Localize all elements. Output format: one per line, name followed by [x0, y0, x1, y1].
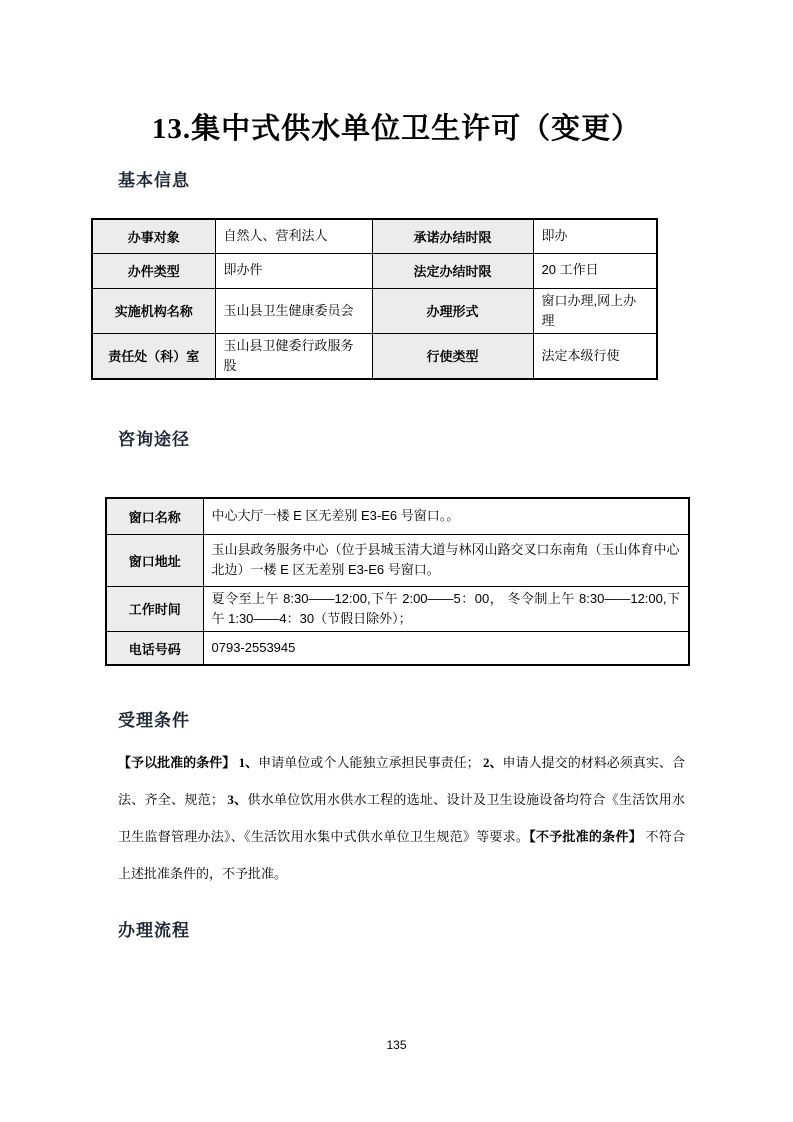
row-value: 玉山县政务服务中心（位于县城玉清大道与林冈山路交叉口东南角（玉山体育中心北边）一楼 E 区无差别 E3-E6 号窗口。: [203, 534, 689, 586]
row-value: 即办件: [215, 253, 372, 288]
table-row: [92, 333, 657, 379]
row-label: 工作时间: [106, 586, 203, 631]
row-label: 实施机构名称: [92, 288, 215, 333]
acceptance-conditions-paragraph: [118, 744, 685, 892]
consult-table: [105, 497, 690, 666]
table-row: [106, 498, 689, 534]
page-number: 135: [386, 1038, 407, 1052]
table-row: [92, 288, 657, 333]
row-label: 行使类型: [372, 333, 533, 379]
row-label: 办事对象: [92, 219, 215, 253]
row-label: 窗口名称: [106, 498, 203, 534]
row-label: 法定办结时限: [372, 253, 533, 288]
row-label: 办件类型: [92, 253, 215, 288]
row-label: 责任处（科）室: [92, 333, 215, 379]
basic-info-table: [91, 218, 658, 380]
item-number: 3、: [227, 792, 248, 807]
row-label: 办理形式: [372, 288, 533, 333]
row-label: 承诺办结时限: [372, 219, 533, 253]
row-label: 窗口地址: [106, 534, 203, 586]
condition-text: 供水单位饮用水供水工程的选址、设计及卫生设施设备均符合《生活饮用水卫生监督管理办法》、《生活饮用水集中式供水单位卫生规范》等要求。: [118, 792, 685, 844]
condition-text: 申请人提交的材料必须真实、合法、齐全、规范；: [118, 755, 685, 807]
section-heading-acceptance-conditions: 受理条件: [118, 711, 190, 730]
row-value: 夏令至上午 8:30——12:00,下午 2:00——5：00， 冬令制上午 8:30——12:00,下午 1:30——4：30（节假日除外）；: [203, 586, 689, 631]
approve-conditions-label: 【予以批准的条件】: [118, 755, 239, 770]
reject-conditions-label: 【不予批准的条件】: [529, 829, 646, 844]
section-heading-consult-channels: 咨询途径: [118, 430, 190, 449]
item-number: 1、: [238, 755, 259, 770]
table-row: [106, 631, 689, 665]
row-value: 20 工作日: [533, 253, 657, 288]
item-number: 2、: [482, 755, 503, 770]
condition-text: 不符合上述批准条件的，不予批准。: [118, 829, 685, 881]
row-value: 法定本级行使: [533, 333, 657, 379]
row-value: 玉山县卫生健康委员会: [215, 288, 372, 333]
page-title: 13.集中式供水单位卫生许可（变更）: [151, 113, 642, 145]
row-label: 电话号码: [106, 631, 203, 665]
table-row: [92, 219, 657, 253]
row-value: 即办: [533, 219, 657, 253]
row-value: 中心大厅一楼 E 区无差别 E3-E6 号窗口。。: [203, 498, 689, 534]
row-value: 自然人、营利法人: [215, 219, 372, 253]
row-value: 窗口办理,网上办理: [533, 288, 657, 333]
table-row: [106, 586, 689, 631]
condition-text: 申请单位或个人能独立承担民事责任；: [258, 755, 483, 770]
row-value: 0793-2553945: [203, 631, 689, 665]
section-heading-basic-info: 基本信息: [118, 171, 190, 190]
section-heading-process-flow: 办理流程: [118, 921, 190, 940]
table-row: [106, 534, 689, 586]
table-row: [92, 253, 657, 288]
row-value: 玉山县卫健委行政服务股: [215, 333, 372, 379]
